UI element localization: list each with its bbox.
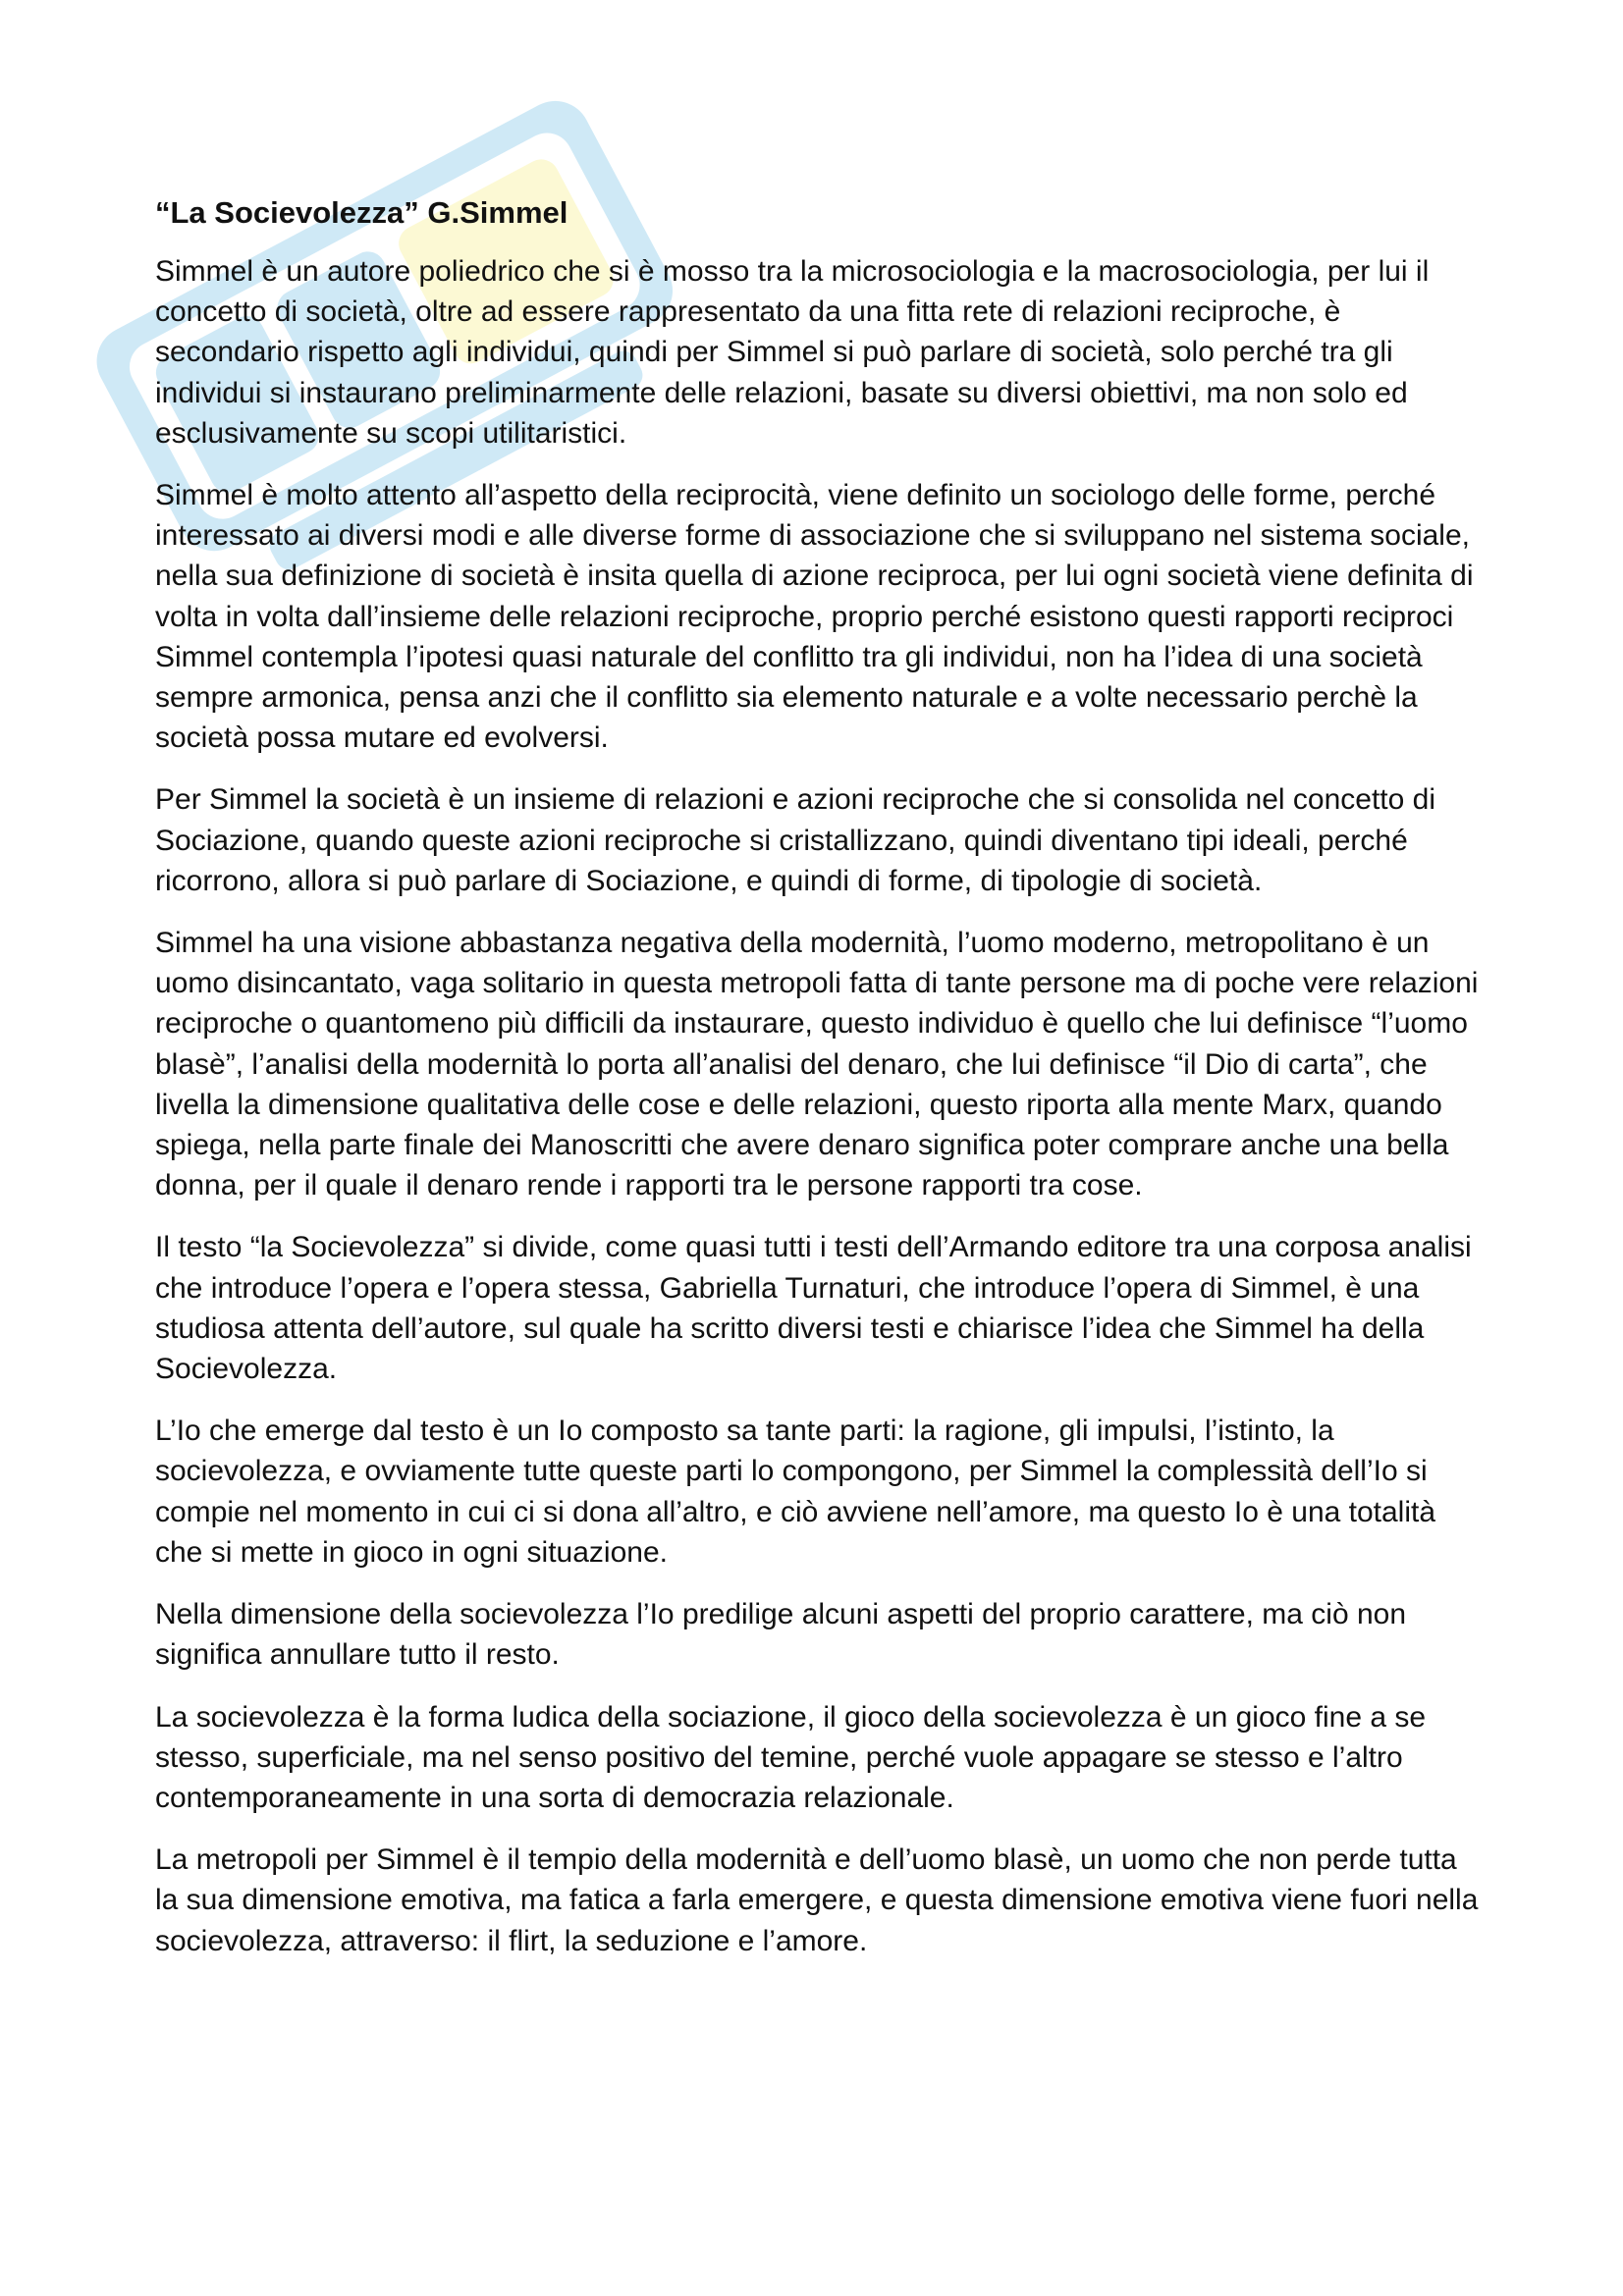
paragraph: Il testo “la Socievolezza” si divide, come quasi tutti i testi dell’Armando editore tra una corposa analisi che introduce l’opera e l’opera stessa, Gabriella Turnaturi, che introduce l’opera di Simmel, è una studiosa attenta dell’autore, sul quale ha scritto diversi testi e chiarisce l’idea che Simmel ha della Socievolezza. [155, 1231, 1472, 1386]
paragraph: Simmel è molto attento all’aspetto della reciprocità, viene definito un sociologo delle forme, perché interessato ai diversi modi e alle diverse forme di associazione che si sviluppano nel sistema sociale, nella sua definizione di società è insita quella di azione reciproca, per lui ogni società viene definita di volta in volta dall’insieme delle relazioni reciproche, proprio perché esistono questi rapporti reciproci Simmel contempla l’ipotesi quasi naturale del conflitto tra gli individui, non ha l’idea di una società sempre armonica, pensa anzi che il conflitto sia elemento naturale e a volte necessario perchè la società possa mutare ed evolversi. [155, 479, 1474, 755]
document-page [155, 192, 1481, 1983]
paragraph: Per Simmel la società è un insieme di relazioni e azioni reciproche che si consolida nel concetto di Sociazione, quando queste azioni reciproche si cristallizzano, quindi diventano tipi ideali, perché ricorrono, allora si può parlare di Sociazione, e quindi di forme, di tipologie di società. [155, 783, 1436, 897]
paragraph: La metropoli per Simmel è il tempio della modernità e dell’uomo blasè, un uomo che non perde tutta la sua dimensione emotiva, ma fatica a farla emergere, e questa dimensione emotiva viene fuori nella socievolezza, attraverso: il flirt, la seduzione e l’amore. [155, 1843, 1479, 1957]
paragraph: Simmel ha una visione abbastanza negativa della modernità, l’uomo moderno, metropolitano è un uomo disincantato, vaga solitario in questa metropoli fatta di tante persone ma di poche vere relazioni reciproche o quantomeno più difficili da instaurare, questo individuo è quello che lui definisce “l’uomo blasè”, l’analisi della modernità lo porta all’analisi del denaro, che lui definisce “il Dio di carta”, che livella la dimensione qualitativa delle cose e delle relazioni, questo riporta alla mente Marx, quando spiega, nella parte finale dei Manoscritti che avere denaro significa poter comprare anche una bella donna, per il quale il denaro rende i rapporti tra le persone rapporti tra cose. [155, 927, 1479, 1202]
paragraph: Nella dimensione della socievolezza l’Io predilige alcuni aspetti del proprio carattere, ma ciò non significa annullare tutto il resto. [155, 1598, 1407, 1672]
paragraph: Simmel è un autore poliedrico che si è mosso tra la microsociologia e la macrosociologia, per lui il concetto di società, oltre ad essere rappresentato da una fitta rete di relazioni reciproche, è secondario rispetto agli individui, quindi per Simmel si può parlare di società, solo perché tra gli individui si instaurano preliminarmente delle relazioni, basate su diversi obiettivi, ma non solo ed esclusivamente su scopi utilitaristici. [155, 255, 1430, 450]
document-title: “La Socievolezza” G.Simmel [155, 195, 568, 230]
paragraph: L’Io che emerge dal testo è un Io composto sa tante parti: la ragione, gli impulsi, l’istinto, la socievolezza, e ovviamente tutte queste parti lo compongono, per Simmel la complessità dell’Io si compie nel momento in cui ci si dona all’altro, e ciò avviene nell’amore, ma questo Io è una totalità che si mette in gioco in ogni situazione. [155, 1415, 1436, 1569]
paragraph: La socievolezza è la forma ludica della sociazione, il gioco della socievolezza è un gioco fine a se stesso, superficiale, ma nel senso positivo del temine, perché vuole appagare se stesso e l’altro contemporaneamente in una sorta di democrazia relazionale. [155, 1700, 1427, 1814]
